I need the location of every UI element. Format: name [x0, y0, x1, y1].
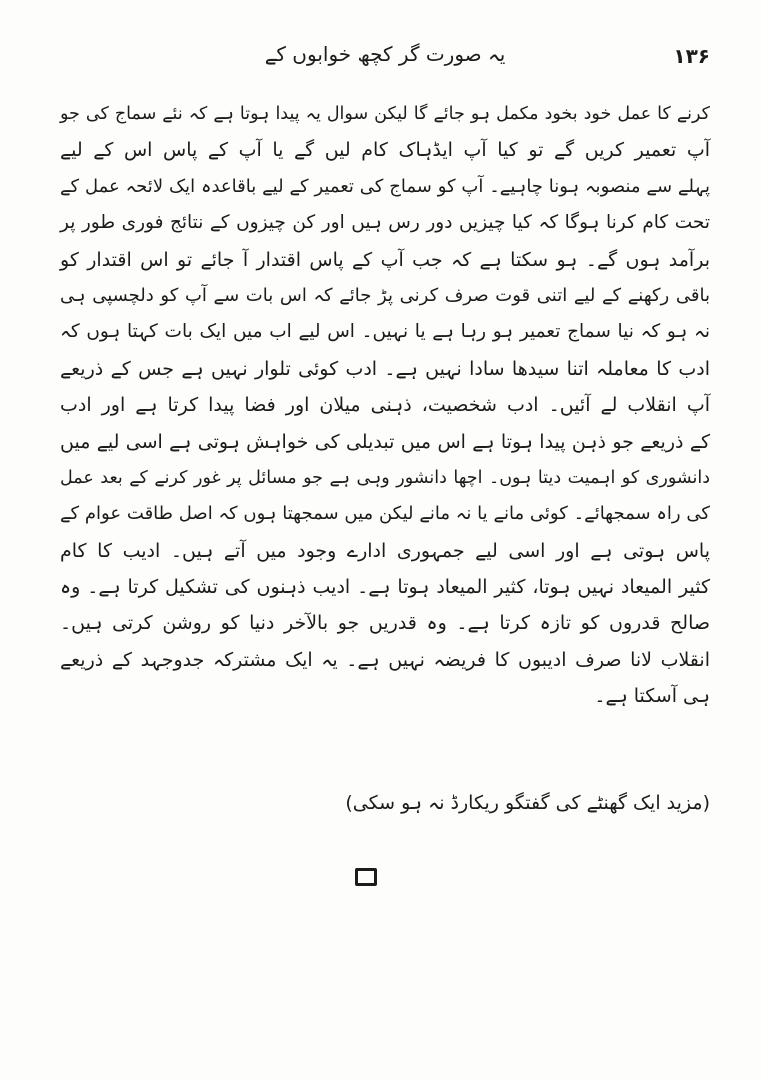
body-line: کے ذریعے جو ذہن پیدا ہوتا ہے اس میں تبدیلی کی خواہش ہوتی ہے اسی لیے میں [60, 430, 710, 453]
body-line: کثیر المیعاد نہیں ہوتا، کثیر المیعاد ہوتا ہے۔ ادیب ذہنوں کی تشکیل کرتا ہے۔ وہ [60, 576, 710, 599]
body-line: کرنے کا عمل خود بخود مکمل ہو جائے گا لیکن سوال یہ پیدا ہوتا ہے کہ نئے سماج کی جو [60, 104, 710, 124]
square-outline-icon [355, 868, 377, 886]
body-line: باقی رکھنے کے لیے اتنی قوت صرف کرنی پڑ جائے کہ اس بات سے آپ کو دلچسپی ہی [60, 284, 710, 306]
body-line: آپ تعمیر کریں گے تو کیا آپ ایڈہاک کام لیں گے یا آپ کے پاس اس کے لیے [60, 139, 710, 162]
body-line: برآمد ہوں گے۔ ہو سکتا ہے کہ جب آپ کے پاس اقتدار آ جائے تو اس اقتدار کو [60, 248, 710, 271]
body-line: پاس ہوتی ہے اور اسی لیے جمہوری ادارے وجود میں آتے ہیں۔ ادیب کا کام [60, 539, 710, 562]
page-number: ۱۳۶ [673, 44, 710, 68]
body-line: آپ انقلاب لے آئیں۔ ادب شخصیت، ذہنی میلان اور فضا پیدا کرتا ہے اور ادب [60, 394, 710, 417]
body-line: تحت کام کرنا ہوگا کہ کیا چیزیں دور رس ہیں اور کن چیزوں کے نتائج فوری طور پر [60, 212, 710, 234]
body-line: پہلے سے منصوبہ ہونا چاہیے۔ آپ کو سماج کی تعمیر کے لیے باقاعدہ ایک لائحہ عمل کے [60, 175, 710, 197]
body-line: نہ ہو کہ نیا سماج تعمیر ہو رہا ہے یا نہیں۔ اس لیے اب میں ایک بات کہتا ہوں کہ [60, 321, 710, 343]
body-line: انقلاب لانا صرف ادیبوں کا فریضہ نہیں ہے۔ یہ ایک مشترکہ جدوجہد کے ذریعے [60, 648, 710, 671]
body-line: دانشوری کو اہمیت دیتا ہوں۔ اچھا دانشور وہی ہے جو مسائل پر غور کرنے کے بعد عمل [60, 467, 710, 488]
body-text [60, 96, 710, 715]
body-line: کی راہ سمجھائے۔ کوئی مانے یا نہ مانے لیکن میں سمجھتا ہوں کہ اصل طاقت عوام کے [60, 503, 710, 525]
editor-note: (مزید ایک گھنٹے کی گفتگو ریکارڈ نہ ہو سکی) [345, 792, 710, 814]
body-line: صالح قدروں کو تازہ کرتا ہے۔ وہ قدریں جو بالآخر دنیا کو روشن کرتی ہیں۔ [60, 612, 710, 635]
running-title: یہ صورت گر کچھ خوابوں کے [264, 42, 506, 66]
page-header [60, 40, 710, 80]
body-line-last: ہی آسکتا ہے۔ [594, 685, 710, 708]
body-line: ادب کا معاملہ اتنا سیدھا سادا نہیں ہے۔ ادب کوئی تلوار نہیں ہے جس کے ذریعے [60, 357, 710, 380]
